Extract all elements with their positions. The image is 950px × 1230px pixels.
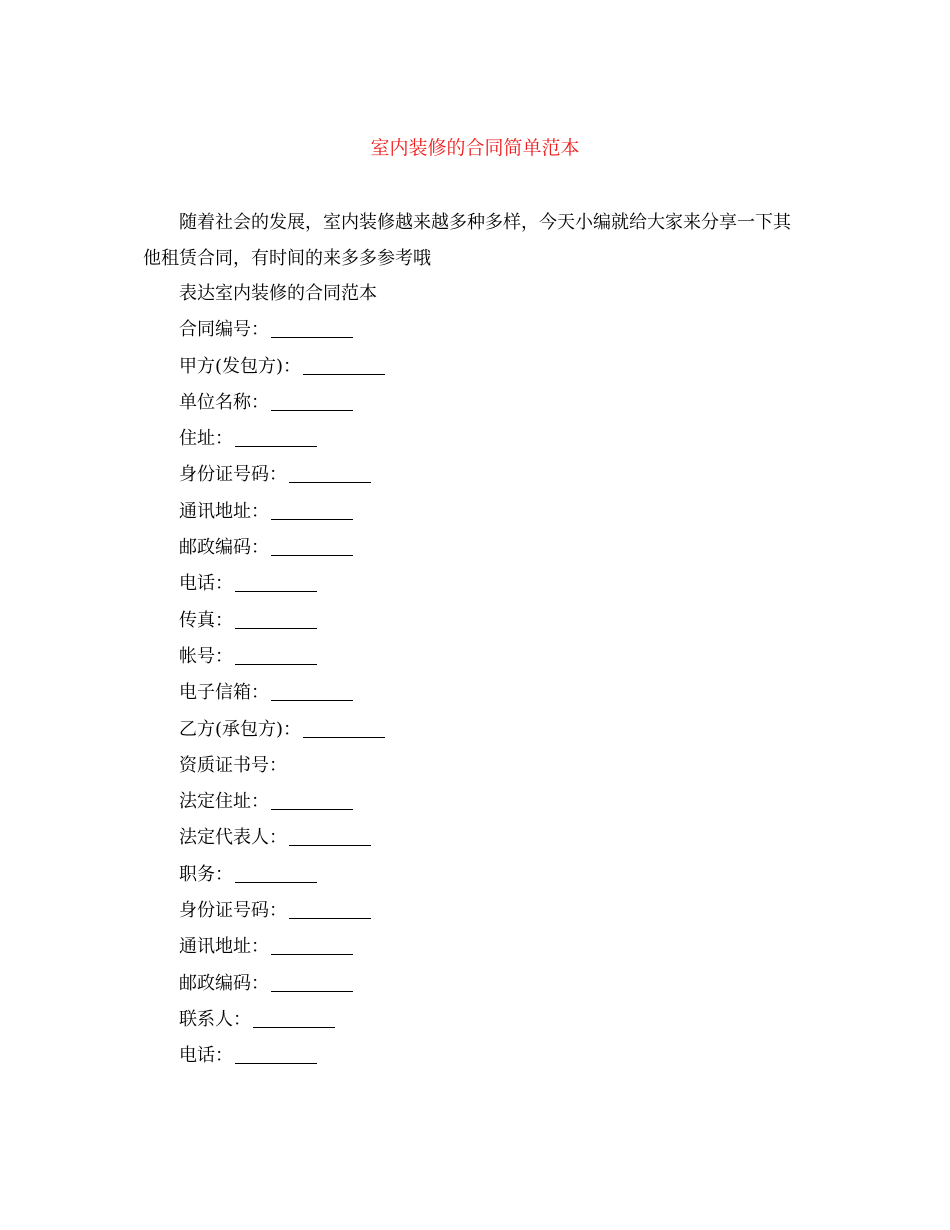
fill-in-blank — [235, 573, 317, 592]
field-label: 帐号： — [179, 645, 233, 667]
fill-in-blank — [271, 392, 353, 411]
fill-in-blank — [271, 973, 353, 992]
contract-field-line — [179, 893, 819, 929]
fill-in-blank — [235, 646, 317, 665]
contract-field-line — [179, 603, 819, 639]
fill-in-blank — [271, 791, 353, 810]
fill-in-blank — [271, 682, 353, 701]
contract-field-line — [179, 385, 819, 421]
field-label: 甲方(发包方)： — [179, 355, 302, 377]
field-label: 资质证书号： — [179, 754, 287, 776]
fill-in-blank — [271, 537, 353, 556]
field-label: 通讯地址： — [179, 936, 269, 958]
fill-in-blank — [235, 610, 317, 629]
fill-in-blank — [235, 428, 317, 447]
field-label: 单位名称： — [179, 391, 269, 413]
contract-field-line — [179, 784, 819, 820]
contract-text-line — [179, 748, 819, 784]
contract-field-line — [179, 494, 819, 530]
contract-field-line — [179, 1038, 819, 1074]
field-label: 法定住址： — [179, 791, 269, 813]
contract-field-line — [179, 457, 819, 493]
contract-field-line — [179, 929, 819, 965]
fill-in-blank — [303, 356, 385, 375]
fill-in-blank — [253, 1009, 335, 1028]
intro-paragraph: 随着社会的发展，室内装修越来越多种多样，今天小编就给大家来分享一下其他租赁合同，有时间的来多多参考哦 — [143, 212, 791, 269]
fill-in-blank — [235, 1045, 317, 1064]
contract-field-line — [179, 820, 819, 856]
field-label: 电子信箱： — [179, 682, 269, 704]
contract-field-line — [179, 966, 819, 1002]
contract-field-line — [179, 312, 819, 348]
field-label: 联系人： — [179, 1008, 251, 1030]
fill-in-blank — [289, 900, 371, 919]
contract-field-line — [179, 857, 819, 893]
fill-in-blank — [289, 827, 371, 846]
field-label: 职务： — [179, 863, 233, 885]
contract-field-line — [179, 530, 819, 566]
field-label: 传真： — [179, 609, 233, 631]
fill-in-blank — [303, 719, 385, 738]
field-label: 邮政编码： — [179, 537, 269, 559]
fill-in-blank — [271, 501, 353, 520]
fill-in-blank — [271, 319, 353, 338]
contract-field-line — [179, 639, 819, 675]
contract-field-line — [179, 712, 819, 748]
fill-in-blank — [235, 864, 317, 883]
contract-field-list — [179, 276, 819, 1075]
field-label: 住址： — [179, 428, 233, 450]
field-label: 电话： — [179, 573, 233, 595]
contract-text-line — [179, 276, 819, 312]
field-label: 通讯地址： — [179, 500, 269, 522]
contract-field-line — [179, 675, 819, 711]
field-label: 身份证号码： — [179, 900, 287, 922]
field-label: 电话： — [179, 1045, 233, 1067]
document-title: 室内装修的合同简单范本 — [370, 137, 580, 159]
fill-in-blank — [289, 464, 371, 483]
fill-in-blank — [271, 936, 353, 955]
field-label: 法定代表人： — [179, 827, 287, 849]
contract-field-line — [179, 566, 819, 602]
contract-field-line — [179, 421, 819, 457]
field-label: 邮政编码： — [179, 972, 269, 994]
contract-field-line — [179, 349, 819, 385]
contract-field-line — [179, 1002, 819, 1038]
field-label: 身份证号码： — [179, 464, 287, 486]
field-label: 合同编号： — [179, 319, 269, 341]
field-label: 表达室内装修的合同范本 — [179, 283, 377, 304]
field-label: 乙方(承包方)： — [179, 718, 302, 740]
